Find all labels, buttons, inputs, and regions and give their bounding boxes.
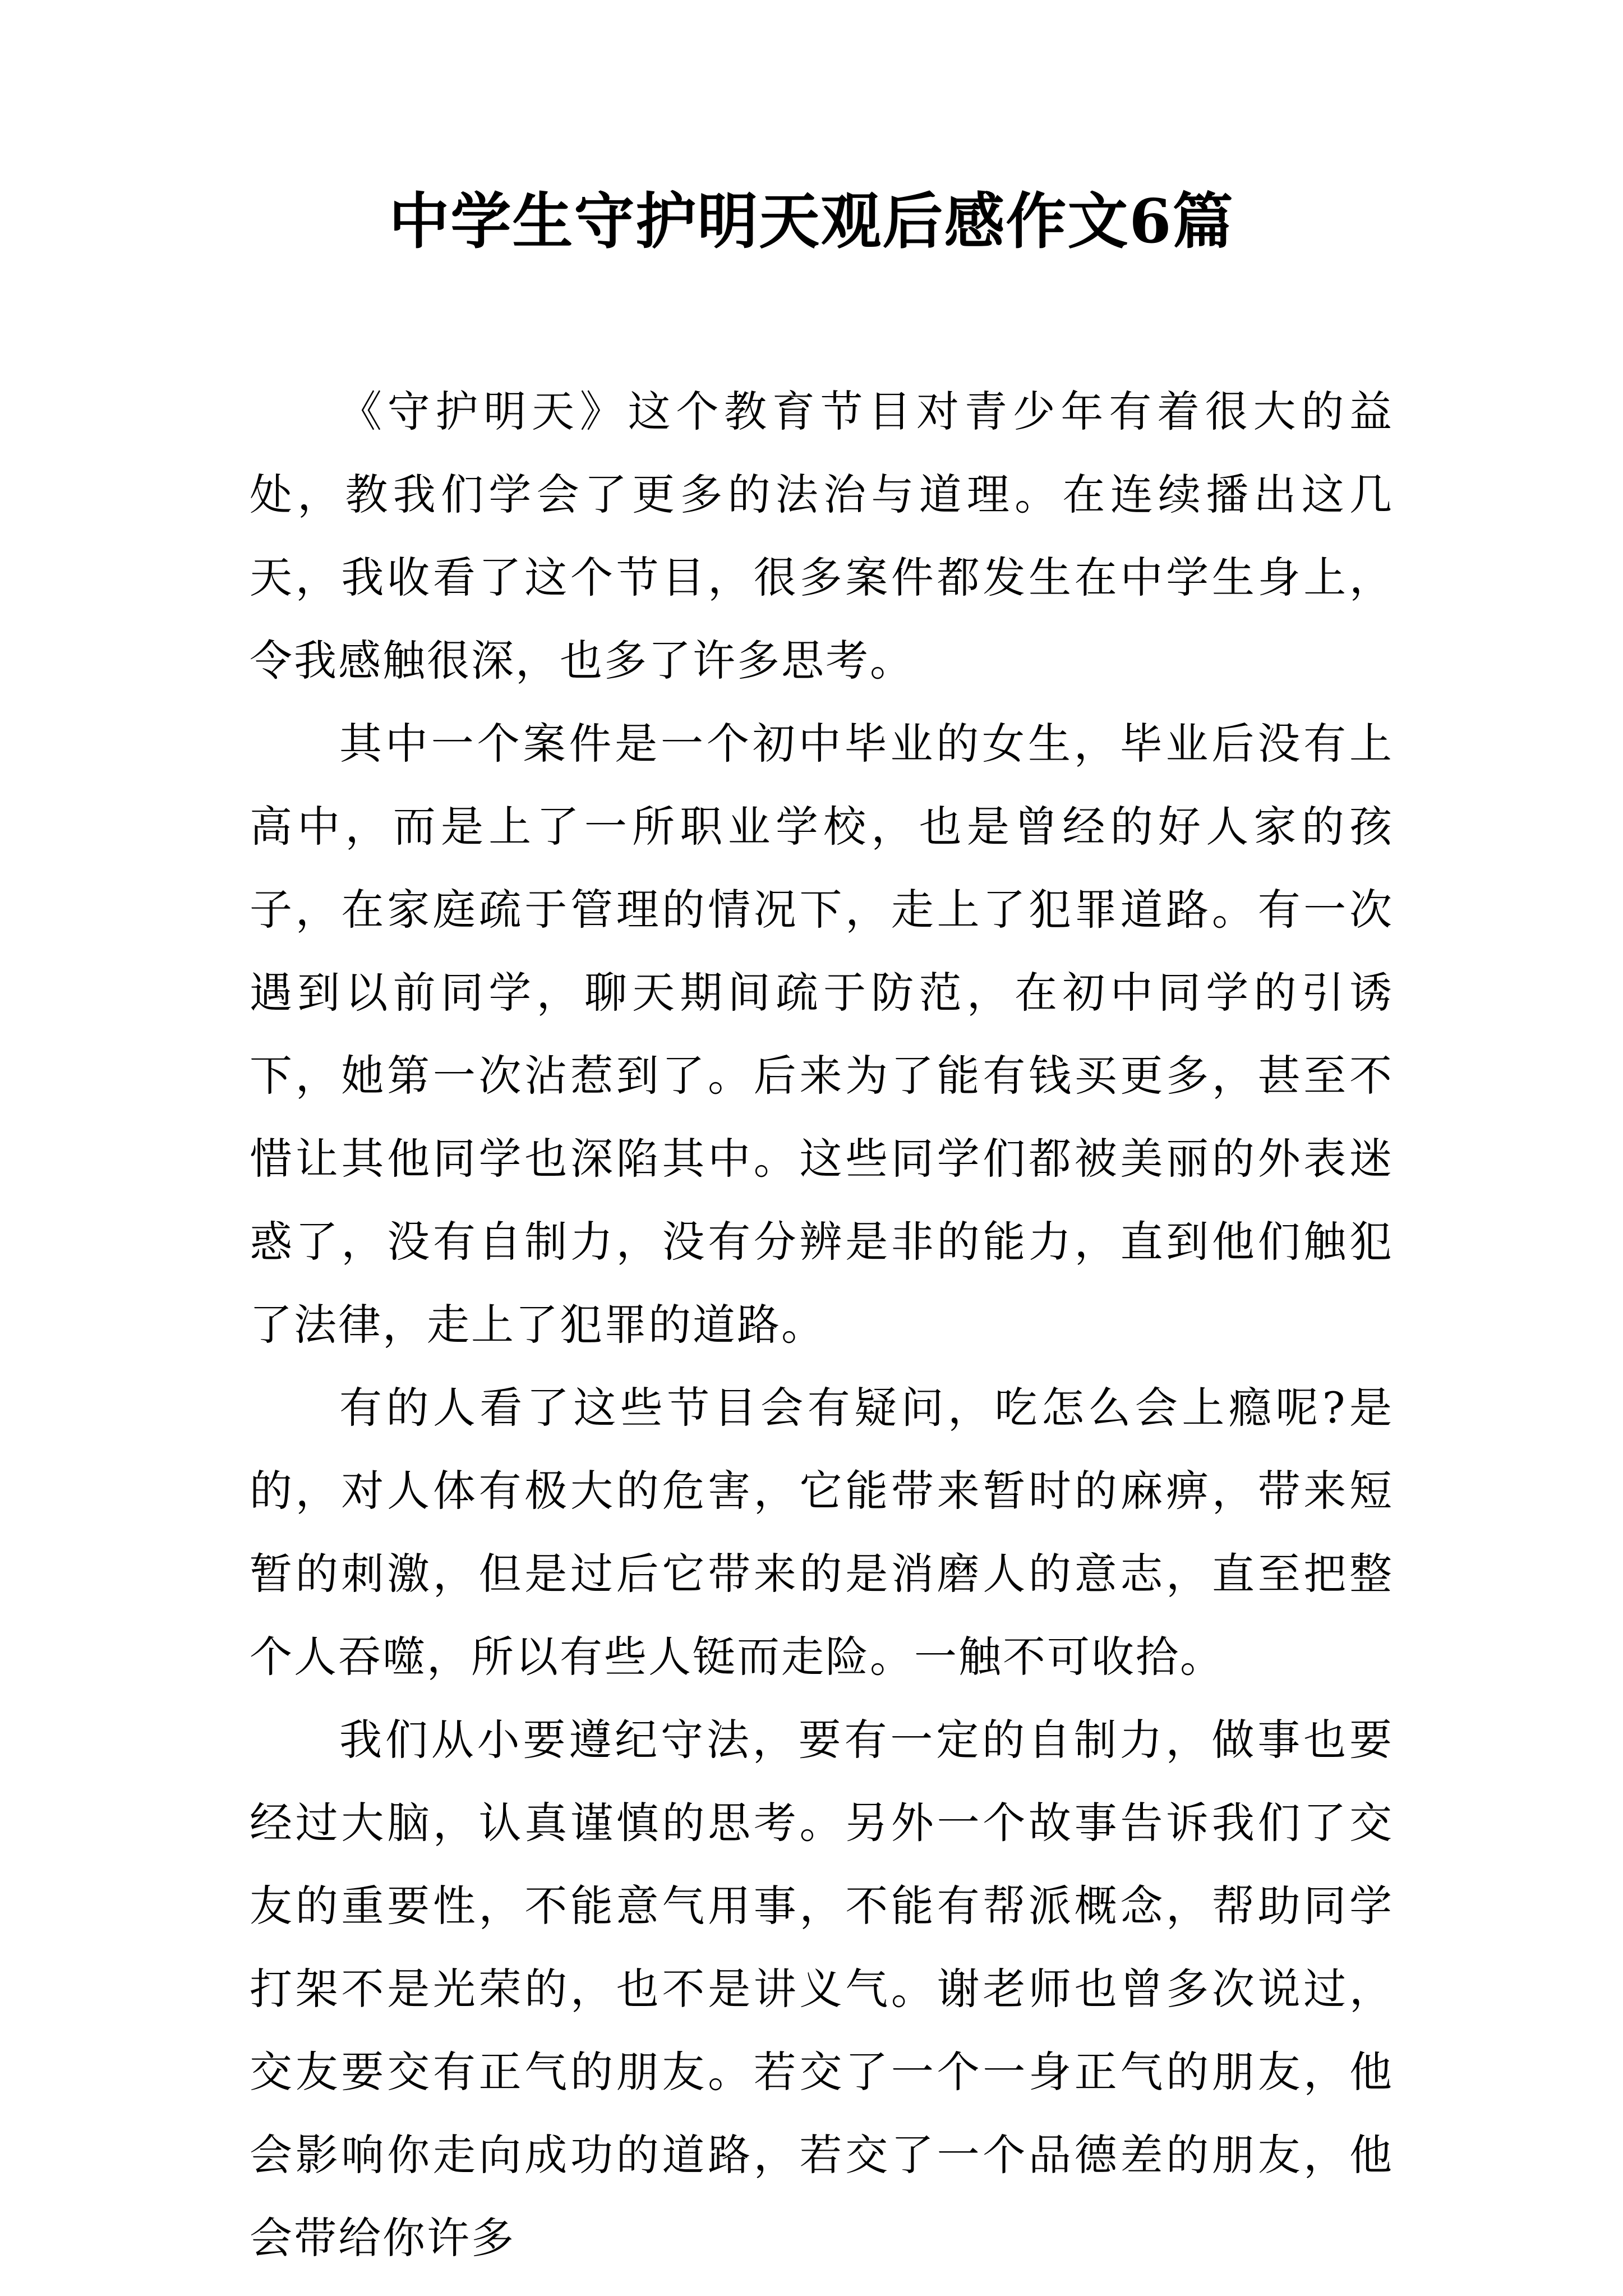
document-title: 中学生守护明天观后感作文6篇 [389, 186, 1234, 257]
paragraph-4: 我们从小要遵纪守法，要有一定的自制力，做事也要经过大脑，认真谨慎的思考。另外一个故事告诉我们了交友的重要性，不能意气用事，不能有帮派概念，帮助同学打架不是光荣的，也不是讲义气。谢老师也曾多次说过，交友要交有正气的朋友。若交了一个一身正气的朋友，他会影响你走向成功的道路，若交了一个品德差的朋友，他会带给你许多 [250, 1715, 1394, 2263]
paragraph-3: 有的人看了这些节目会有疑问，吃怎么会上瘾呢?是的，对人体有极大的危害，它能带来暂时的麻痹，带来短暂的刺激，但是过后它带来的是消磨人的意志，直至把整个人吞噬，所以有些人铤而走险。一触不可收拾。 [250, 1383, 1394, 1682]
paragraph-2: 其中一个案件是一个初中毕业的女生，毕业后没有上高中，而是上了一所职业学校，也是曾经的好人家的孩子，在家庭疏于管理的情况下，走上了犯罪道路。有一次遇到以前同学，聊天期间疏于防范，在初中同学的引诱下，她第一次沾惹到了。后来为了能有钱买更多，甚至不惜让其他同学也深陷其中。这些同学们都被美丽的外表迷惑了，没有自制力，没有分辨是非的能力，直到他们触犯了法律，走上了犯罪的道路。 [250, 719, 1394, 1350]
document-body [250, 370, 1394, 2280]
paragraph-1: 《守护明天》这个教育节目对青少年有着很大的益处，教我们学会了更多的法治与道理。在连续播出这几天，我收看了这个节目，很多案件都发生在中学生身上，令我感触很深，也多了许多思考。 [250, 386, 1394, 685]
